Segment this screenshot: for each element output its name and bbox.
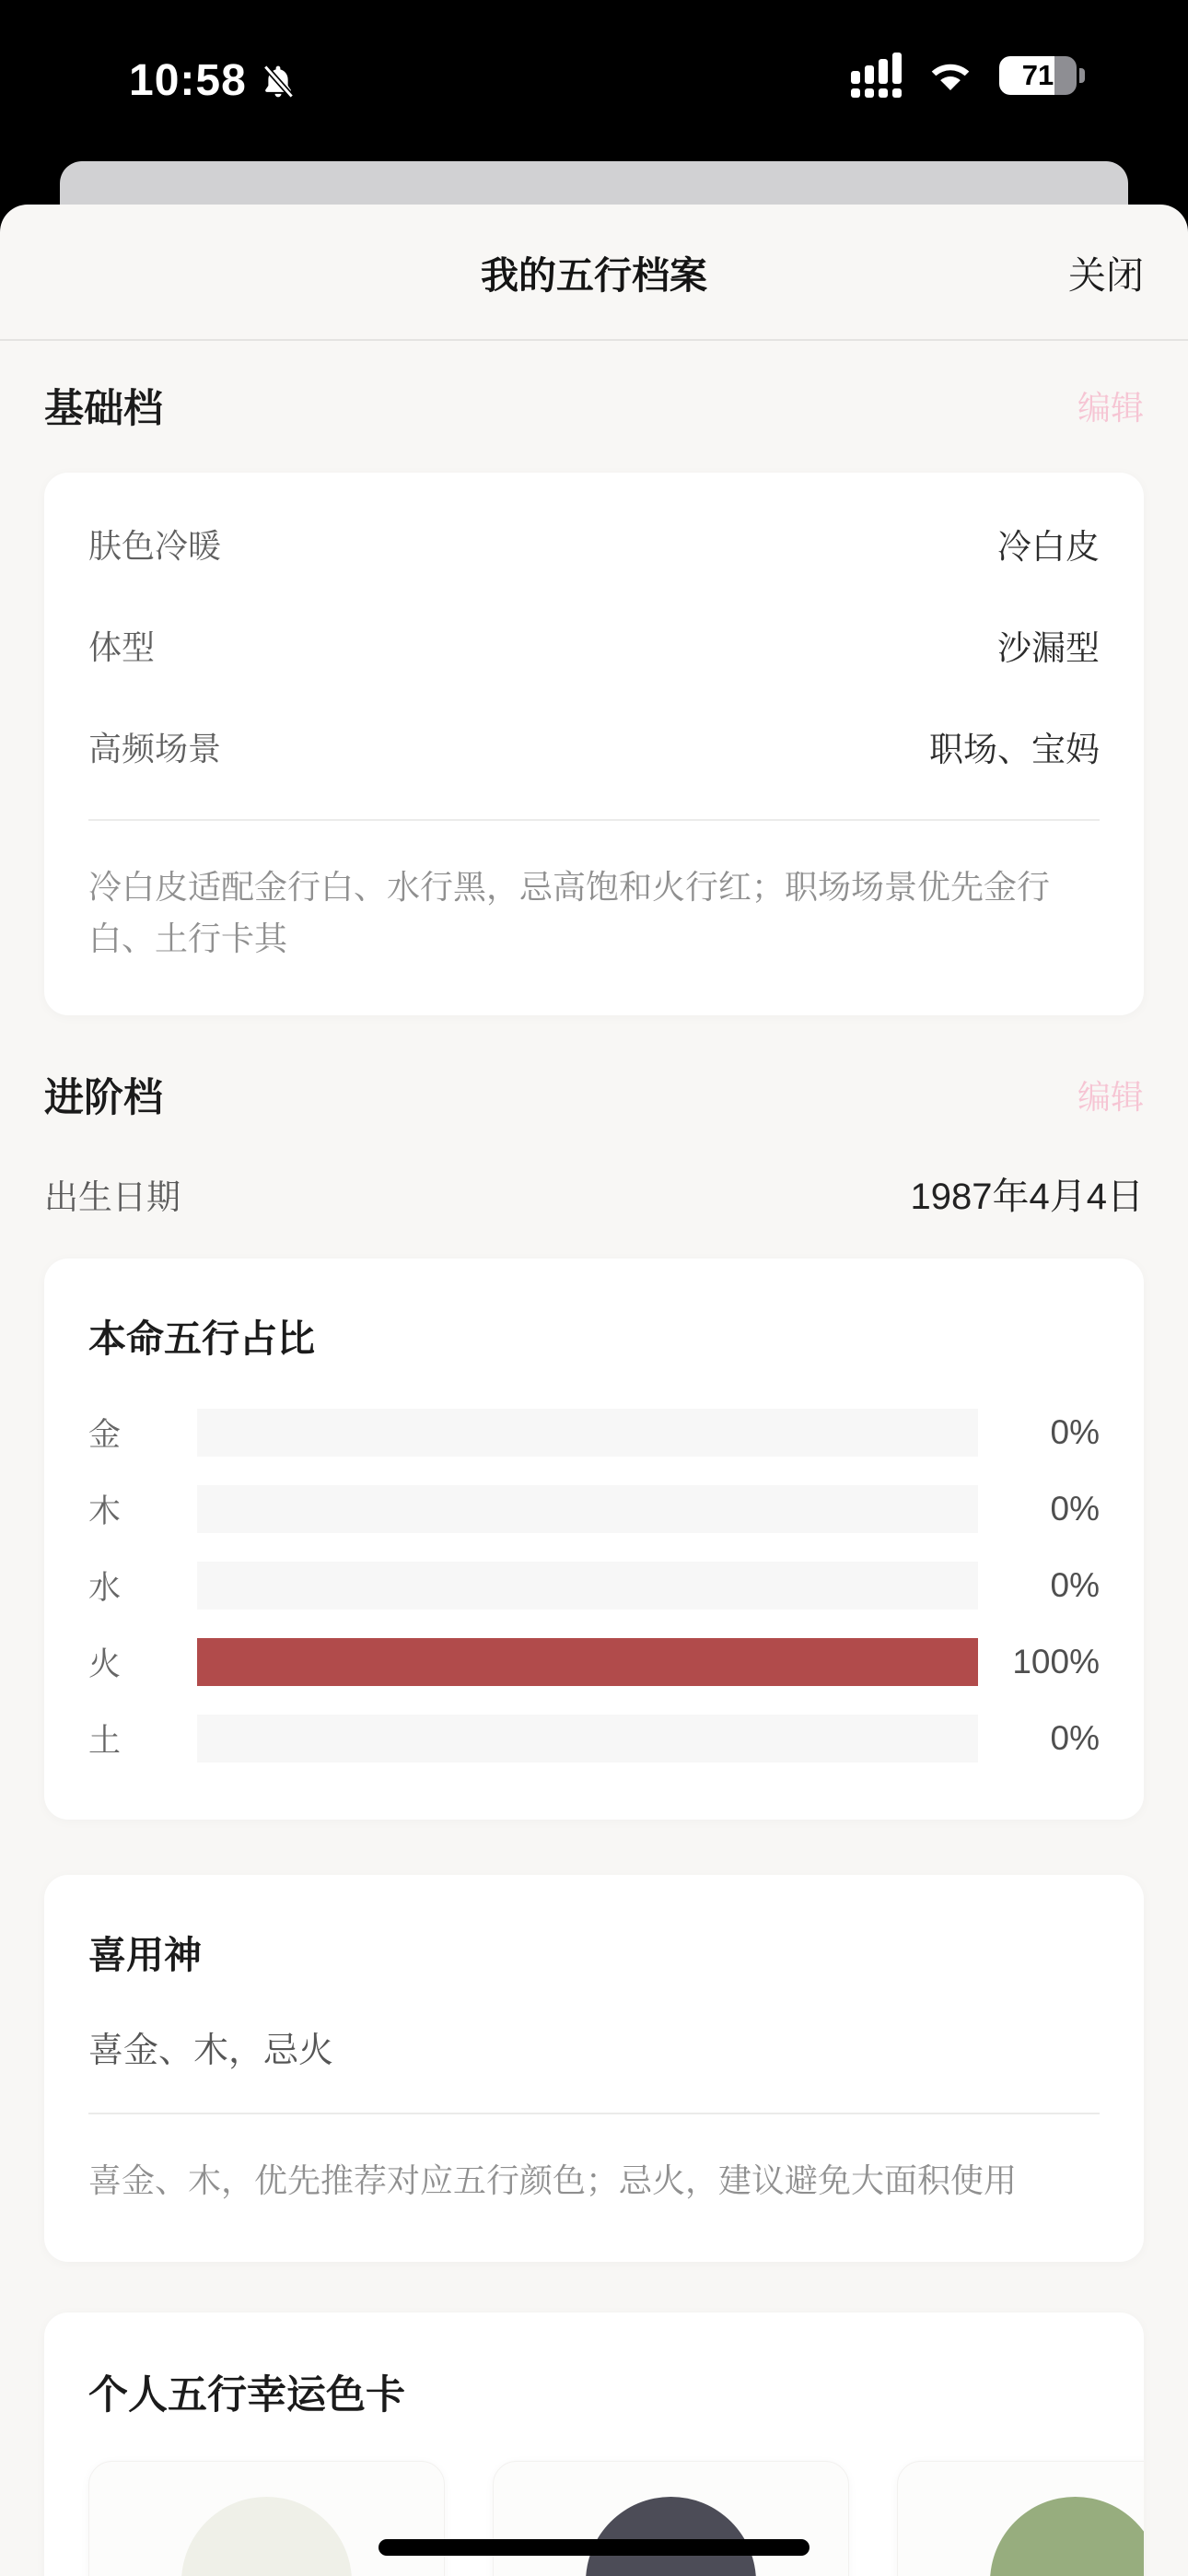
sheet-header	[0, 205, 1188, 341]
bar-category: 火	[88, 1646, 122, 1682]
five-elements-chart-card	[44, 1259, 1144, 1820]
color-swatch-water[interactable]	[493, 2461, 849, 2576]
divider	[88, 2113, 1100, 2114]
body-type-label: 体型	[88, 627, 156, 666]
birth-date-row	[44, 1167, 1144, 1220]
status-time: 10:58	[129, 56, 247, 105]
body-type-value: 沙漏型	[997, 629, 1100, 667]
table-row	[88, 519, 1100, 568]
bell-slash-icon	[258, 62, 298, 102]
divider	[88, 819, 1100, 821]
bar-percent: 0%	[1050, 1566, 1100, 1604]
close-button[interactable]: 关闭	[1068, 253, 1144, 297]
swatch-circle-sage-green	[990, 2497, 1144, 2576]
favored-note: 喜金、木，优先推荐对应五行颜色；忌火，建议避免大面积使用	[88, 2161, 1018, 2199]
battery-percent: 71	[1021, 59, 1054, 91]
swatch-circle-ivory	[181, 2497, 352, 2576]
basic-edit-button[interactable]: 编辑	[1077, 389, 1144, 427]
skin-tone-value: 冷白皮	[997, 528, 1100, 566]
bar-category: 金	[88, 1417, 122, 1453]
favored-element-card	[44, 1875, 1144, 2262]
advanced-section-title: 进阶档	[44, 1076, 163, 1120]
status-bar	[0, 0, 1188, 147]
bar-row-wood	[88, 1485, 1100, 1533]
scene-label: 高频场景	[88, 729, 222, 767]
bar-percent: 0%	[1050, 1413, 1100, 1451]
bar-percent: 0%	[1050, 1719, 1100, 1757]
battery-icon	[999, 56, 1085, 95]
bar-row-fire	[88, 1638, 1100, 1686]
basic-note: 冷白皮适配金行白、水行黑，忌高饱和火行红；职场场景优先金行白、土行卡其	[88, 868, 1051, 957]
advanced-section-header	[44, 1067, 1144, 1123]
bar-chart	[88, 1409, 1100, 1762]
bar-category: 木	[88, 1493, 122, 1529]
bar-percent: 100%	[1012, 1643, 1100, 1680]
lucky-title: 个人五行幸运色卡	[88, 2373, 405, 2418]
basic-section-header	[44, 378, 1144, 434]
favored-summary: 喜金、木，忌火	[88, 2032, 334, 2070]
birth-date-value: 1987年4月4日	[910, 1177, 1144, 1217]
bar-percent: 0%	[1050, 1490, 1100, 1528]
bar-track	[197, 1485, 978, 1533]
color-swatch-wood[interactable]	[897, 2461, 1144, 2576]
bar-category: 水	[88, 1570, 122, 1606]
bar-track	[197, 1715, 978, 1762]
table-row	[88, 721, 1100, 771]
chart-title: 本命五行占比	[88, 1317, 315, 1360]
five-elements-profile-sheet	[0, 205, 1188, 2576]
skin-tone-label: 肤色冷暖	[88, 526, 222, 565]
advanced-edit-button[interactable]: 编辑	[1077, 1078, 1144, 1116]
bar-fill	[197, 1638, 978, 1686]
cellular-signal-icon	[851, 53, 902, 98]
bar-track	[197, 1638, 978, 1686]
scene-value: 职场、宝妈	[929, 731, 1100, 768]
page-title: 我的五行档案	[481, 253, 707, 297]
basic-section-title: 基础档	[44, 387, 163, 431]
favored-title: 喜用神	[88, 1934, 202, 1976]
bar-row-earth	[88, 1715, 1100, 1762]
bar-category: 土	[88, 1723, 122, 1759]
home-indicator[interactable]	[379, 2539, 809, 2556]
bar-row-metal	[88, 1409, 1100, 1457]
bar-track	[197, 1409, 978, 1457]
birth-date-label: 出生日期	[44, 1177, 181, 1216]
color-swatch-metal[interactable]	[88, 2461, 445, 2576]
wifi-icon	[924, 55, 977, 96]
bar-track	[197, 1562, 978, 1610]
basic-info-card	[44, 473, 1144, 1015]
swatch-row	[88, 2461, 1144, 2576]
lucky-color-card	[44, 2313, 1144, 2576]
table-row	[88, 620, 1100, 670]
swatch-circle-dark-slate	[586, 2497, 756, 2576]
bar-row-water	[88, 1562, 1100, 1610]
